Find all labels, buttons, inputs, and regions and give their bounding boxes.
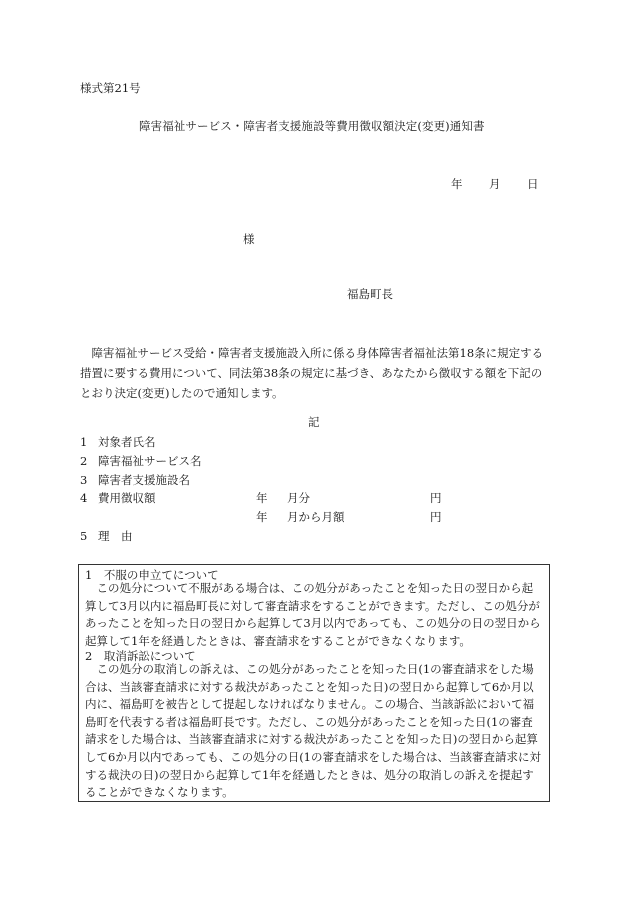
item-service-name <box>80 456 202 468</box>
item-number: 3 <box>80 473 88 487</box>
fee-row-1-yen: 円 <box>430 491 442 505</box>
item-label: 対象者氏名 <box>98 435 156 449</box>
issuer-name: 福島町長 <box>347 287 393 301</box>
fee-row-2-year: 年 <box>256 510 268 524</box>
appeal-section-1-body <box>85 580 543 650</box>
date-year-label: 年 <box>451 177 463 191</box>
item-number: 1 <box>80 435 88 449</box>
item-number: 4 <box>80 491 88 505</box>
ki-heading: 記 <box>308 415 320 429</box>
item-number: 5 <box>80 529 88 543</box>
date-day-label: 日 <box>527 177 539 191</box>
item-label: 理 由 <box>98 529 133 543</box>
item-reason <box>80 531 133 543</box>
addressee-suffix: 様 <box>243 232 255 246</box>
appeal-section-1-text: この処分について不服がある場合は、この処分があったことを知った日の翌日から起算して3月以内に福島町長に対して審査請求をすることができます。ただし、この処分があったことを知った日の翌日から起算して3月以内であっても、この処分の日の翌日から起算して1年を経過したときは、審査請求をすることができなくなります。 <box>85 581 541 648</box>
notice-body-text: 障害福祉サービス受給・障害者支援施設入所に係る身体障害者福祉法第18条に規定する措置に要する費用について、同法第38条の規定に基づき、あなたから徴収する額を下記のとおり決定(変更)したので通知します。 <box>80 346 544 400</box>
document-title: 障害福祉サービス・障害者支援施設等費用徴収額決定(変更)通知書 <box>139 119 485 133</box>
appeal-section-2-body <box>85 661 543 802</box>
fee-row-1-year: 年 <box>256 491 268 505</box>
form-number: 様式第21号 <box>80 81 141 95</box>
appeal-section-1-title: 1 不服の申立てについて <box>85 568 219 582</box>
date-line <box>451 179 539 191</box>
item-label: 費用徴収額 <box>98 491 156 505</box>
item-label: 障害福祉サービス名 <box>98 454 202 468</box>
item-subject-name <box>80 437 156 449</box>
item-facility-name <box>80 475 190 487</box>
notice-body <box>80 343 552 403</box>
fee-row-2-month: 月から月額 <box>287 510 345 524</box>
fee-row-1-month: 月分 <box>287 491 310 505</box>
date-month-label: 月 <box>489 177 501 191</box>
appeal-section-2-title: 2 取消訴訟について <box>85 649 196 663</box>
item-number: 2 <box>80 454 88 468</box>
appeal-section-2-text: この処分の取消しの訴えは、この処分があったことを知った日(1の審査請求をした場合は、当該審査請求に対する裁決があったことを知った日)の翌日から起算して6か月以内に、福島町を被告として提起しなければなりません。この場合、当該訴訟において福島町を代表する者は福島町長です。ただし、この処分があったことを知った日(1の審査請求をした場合は、当該審査請求に対する裁決があったことを知った日)の翌日から起算して6か月以内であっても、この処分の日(1の審査請求をした場合は、当該審査請求に対する裁決の日)の翌日から起算して1年を経過したときは、処分の取消しの訴えを提起することができなくなります。 <box>85 662 542 800</box>
item-label: 障害者支援施設名 <box>98 473 190 487</box>
item-fee-amount <box>80 493 156 505</box>
fee-row-2-yen: 円 <box>430 510 442 524</box>
appeal-notice-box <box>78 564 550 802</box>
